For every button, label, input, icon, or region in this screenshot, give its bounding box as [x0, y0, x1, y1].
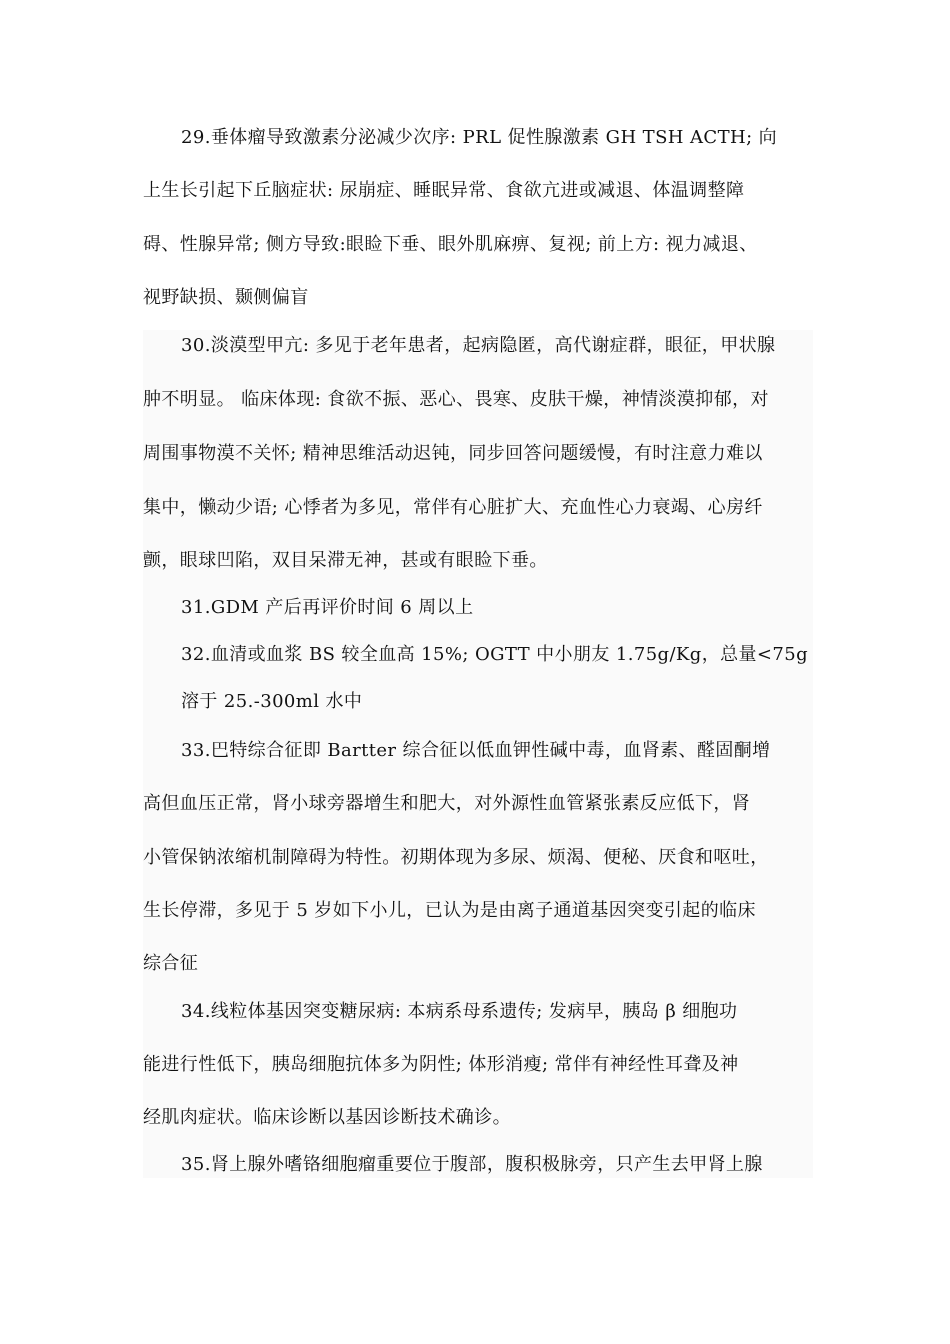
item-33-line-5: 综合征 [143, 953, 199, 974]
item-34-line-1: 34.线粒体基因突变糖尿病: 本病系母系遗传; 发病早，胰岛 β 细胞功 [181, 1001, 738, 1022]
item-29-line-4: 视野缺损、颞侧偏盲 [143, 287, 309, 308]
item-29-line-2: 上生长引起下丘脑症状: 尿崩症、睡眠异常、食欲亢进或减退、体温调整障 [143, 180, 745, 201]
item-30-line-5: 颤，眼球凹陷，双目呆滞无神，甚或有眼睑下垂。 [143, 550, 548, 571]
item-33-line-2: 高但血压正常，肾小球旁器增生和肥大，对外源性血管紧张素反应低下，肾 [143, 793, 751, 814]
item-30-line-1: 30.淡漠型甲亢: 多见于老年患者，起病隐匿，高代谢症群，眼征，甲状腺 [181, 335, 776, 356]
item-30-line-4: 集中，懒动少语; 心悸者为多见，常伴有心脏扩大、充血性心力衰竭、心房纤 [143, 497, 763, 518]
item-33-line-4: 生长停滞，多见于 5 岁如下小儿，已认为是由离子通道基因突变引起的临床 [143, 900, 756, 921]
item-33-line-3: 小管保钠浓缩机制障碍为特性。初期体现为多尿、烦渴、便秘、厌食和呕吐， [143, 847, 769, 868]
item-30-line-3: 周围事物漠不关怀; 精神思维活动迟钝，同步回答问题缓慢，有时注意力难以 [143, 443, 763, 464]
item-34-line-2: 能进行性低下，胰岛细胞抗体多为阴性; 体形消瘦; 常伴有神经性耳聋及神 [143, 1054, 739, 1075]
item-32-line-1: 32.血清或血浆 BS 较全血高 15%; OGTT 中小朋友 1.75g/Kg，总量<75g [181, 644, 809, 665]
item-34-line-3: 经肌肉症状。临床诊断以基因诊断技术确诊。 [143, 1107, 511, 1128]
item-32-line-2: 溶于 25.-300ml 水中 [181, 691, 363, 712]
item-29-line-3: 碍、性腺异常; 侧方导致:眼睑下垂、眼外肌麻痹、复视; 前上方: 视力减退、 [143, 234, 758, 255]
item-31-line-1: 31.GDM 产后再评价时间 6 周以上 [181, 597, 474, 618]
item-33-line-1: 33.巴特综合征即 Bartter 综合征以低血钾性碱中毒，血肾素、醛固酮增 [181, 740, 771, 761]
item-30-line-2: 肿不明显。 临床体现: 食欲不振、恶心、畏寒、皮肤干燥，神情淡漠抑郁，对 [143, 389, 769, 410]
item-29-line-1: 29.垂体瘤导致激素分泌减少次序: PRL 促性腺激素 GH TSH ACTH; 向 [181, 127, 778, 148]
item-35-line-1: 35.肾上腺外嗜铬细胞瘤重要位于腹部，腹积极脉旁，只产生去甲肾上腺 [181, 1154, 763, 1175]
